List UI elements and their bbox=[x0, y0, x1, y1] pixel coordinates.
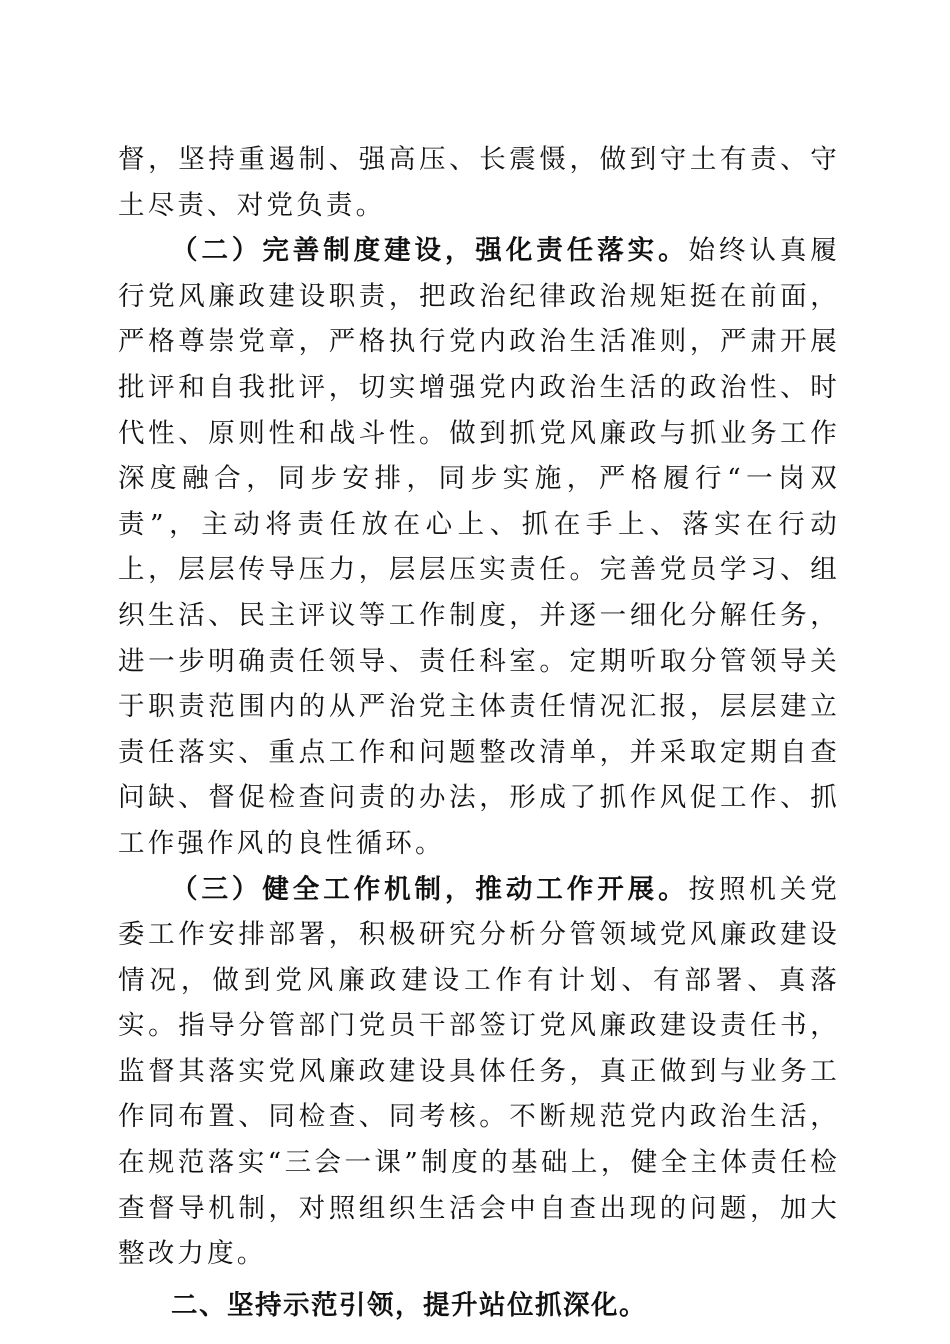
part-2-heading: 二、坚持示范引领，提升站位抓深化。 bbox=[171, 1289, 647, 1321]
subsection-2-body: 始终认真履行党风廉政建设职责，把政治纪律政治规矩挺在前面，严格尊崇党章，严格执行党内政治生活准则，严肃开展批评和自我批评，切实增强党内政治生活的政治性、时代性、原则性和战斗性。做到抓党风廉政与抓业务工作深度融合，同步安排，同步实施，严格履行“一岗双责”，主动将责任放在心上、抓在手上、落实在行动上，层层传导压力，层层压实责任。完善党员学习、组织生活、民主评议等工作制度，并逐一细化分解任务，进一步明确责任领导、责任科室。定期听取分管领导关于职责范围内的从严治党主体责任情况汇报，层层建立责任落实、重点工作和问题整改清单，并采取定期自查问缺、督促检查问责的办法，形成了抓作风促工作、抓工作强作风的良性循环。 bbox=[118, 235, 841, 859]
subsection-3-heading: （三）健全工作机制，推动工作开展。 bbox=[171, 873, 689, 905]
continuation-paragraph: 督，坚持重遏制、强高压、长震慑，做到守土有责、守土尽责、对党负责。 bbox=[118, 144, 840, 221]
subsection-2-heading: （二）完善制度建设，强化责任落实。 bbox=[171, 235, 689, 267]
document-body bbox=[118, 137, 840, 1328]
subsection-3-paragraph bbox=[118, 867, 840, 1277]
subsection-3-body: 按照机关党委工作安排部署，积极研究分析分管领域党风廉政建设情况，做到党风廉政建设工作有计划、有部署、真落实。指导分管部门党员干部签订党风廉政建设责任书，监督其落实党风廉政建设具体任务，真正做到与业务工作同布置、同检查、同考核。不断规范党内政治生活，在规范落实“三会一课”制度的基础上，健全主体责任检查督导机制，对照组织生活会中自查出现的问题，加大整改力度。 bbox=[118, 873, 841, 1270]
subsection-2-paragraph bbox=[118, 228, 840, 866]
